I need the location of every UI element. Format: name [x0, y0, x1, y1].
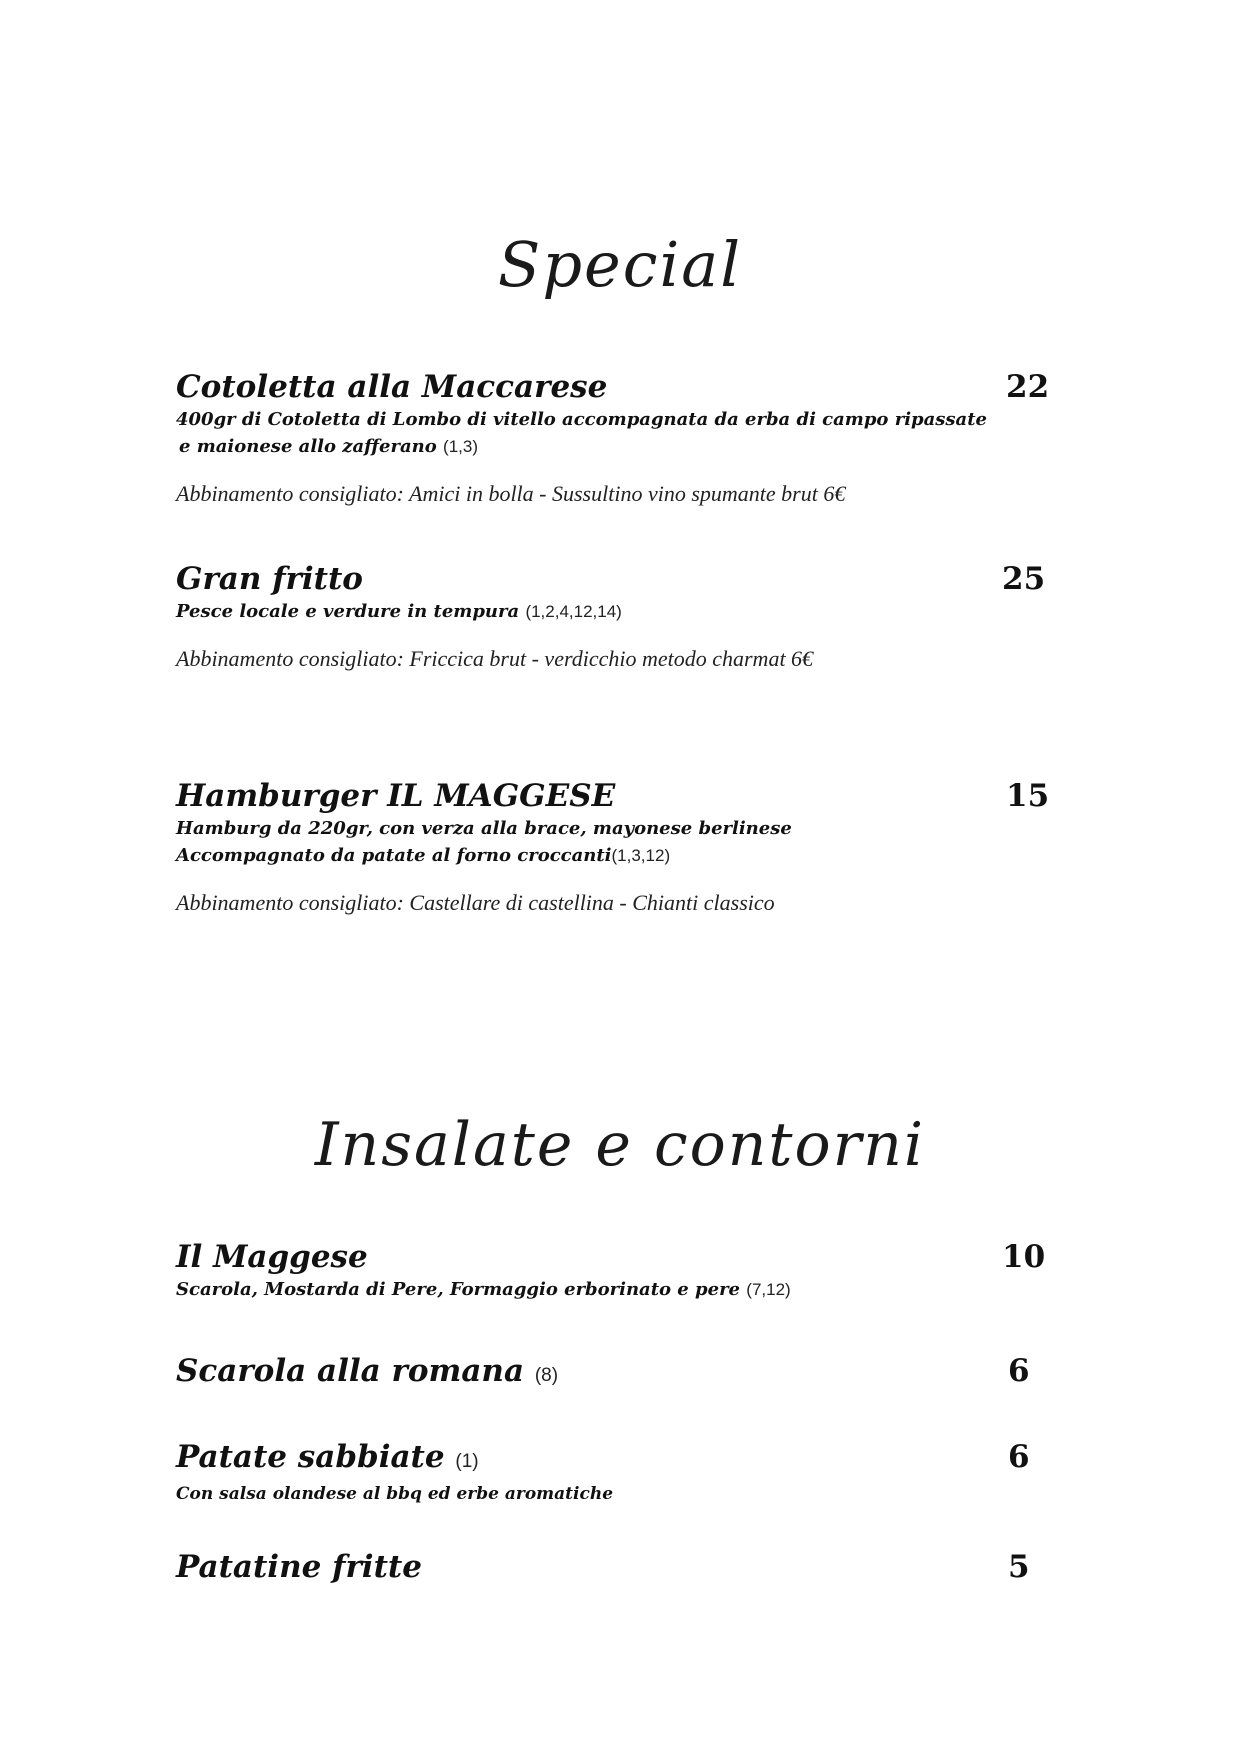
item-name: Patatine fritte	[176, 1549, 422, 1585]
item-description-line	[176, 1276, 1056, 1303]
menu-item-cotoletta	[176, 368, 1056, 508]
item-description	[176, 815, 1056, 869]
allergen-codes: (7,12)	[746, 1280, 791, 1299]
item-price: 25	[1002, 561, 1046, 597]
item-description-line	[176, 433, 1056, 460]
item-price: 22	[1006, 369, 1050, 405]
menu-item-il-maggese	[176, 1238, 1056, 1303]
item-name	[176, 1352, 1056, 1395]
menu-item-patate-sabbiate	[176, 1438, 1056, 1508]
item-price: 6	[1008, 1439, 1030, 1475]
item-price: 10	[1002, 1239, 1046, 1275]
item-name-text: Patate sabbiate	[176, 1439, 445, 1475]
item-name: Cotoletta alla Maccarese	[176, 369, 608, 405]
allergen-codes: (1,3)	[443, 437, 478, 456]
section-title-special: Special	[497, 228, 743, 301]
item-description	[176, 598, 1056, 625]
item-price: 5	[1008, 1549, 1030, 1585]
allergen-codes: (1,2,4,12,14)	[525, 602, 622, 621]
wine-pairing: Abbinamento consigliato: Castellare di castellina - Chianti classico	[176, 890, 775, 915]
item-name: Gran fritto	[176, 561, 363, 597]
item-description-text: Scarola, Mostarda di Pere, Formaggio erborinato e pere	[176, 1279, 741, 1300]
item-description	[176, 1481, 1056, 1508]
item-description-text: Accompagnato da patate al forno croccanti	[176, 845, 612, 866]
allergen-codes: (1)	[455, 1451, 479, 1472]
item-price: 15	[1006, 778, 1050, 814]
menu-item-hamburger	[176, 777, 1056, 917]
item-description-text: e maionese allo zafferano	[179, 436, 437, 457]
section-title-insalate: Insalate e contorni	[314, 1110, 926, 1180]
item-description	[176, 1276, 1056, 1303]
menu-item-gran-fritto	[176, 560, 1056, 673]
menu-item-patatine-fritte	[176, 1548, 1056, 1586]
item-description-line: 400gr di Cotoletta di Lombo di vitello accompagnata da erba di campo ripassate	[176, 409, 987, 430]
item-description	[176, 406, 1056, 460]
item-description-line: Con salsa olandese al bbq ed erbe aromatiche	[176, 1484, 614, 1504]
item-description-line: Hamburg da 220gr, con verza alla brace, mayonese berlinese	[176, 818, 792, 839]
menu-item-scarola-romana	[176, 1352, 1056, 1395]
item-name-text: Scarola alla romana	[176, 1353, 525, 1389]
allergen-codes: (1,3,12)	[611, 846, 671, 865]
allergen-codes: (8)	[534, 1365, 559, 1386]
item-description-line	[176, 842, 1056, 869]
item-name: Hamburger IL MAGGESE	[176, 778, 616, 814]
item-description-line	[176, 598, 1056, 625]
item-price: 6	[1008, 1353, 1030, 1389]
item-name: Il Maggese	[176, 1239, 368, 1275]
wine-pairing: Abbinamento consigliato: Amici in bolla - Sussultino vino spumante brut 6€	[176, 481, 846, 506]
item-description-text: Pesce locale e verdure in tempura	[176, 601, 520, 622]
item-name	[176, 1438, 1056, 1481]
wine-pairing: Abbinamento consigliato: Friccica brut - verdicchio metodo charmat 6€	[176, 646, 814, 671]
